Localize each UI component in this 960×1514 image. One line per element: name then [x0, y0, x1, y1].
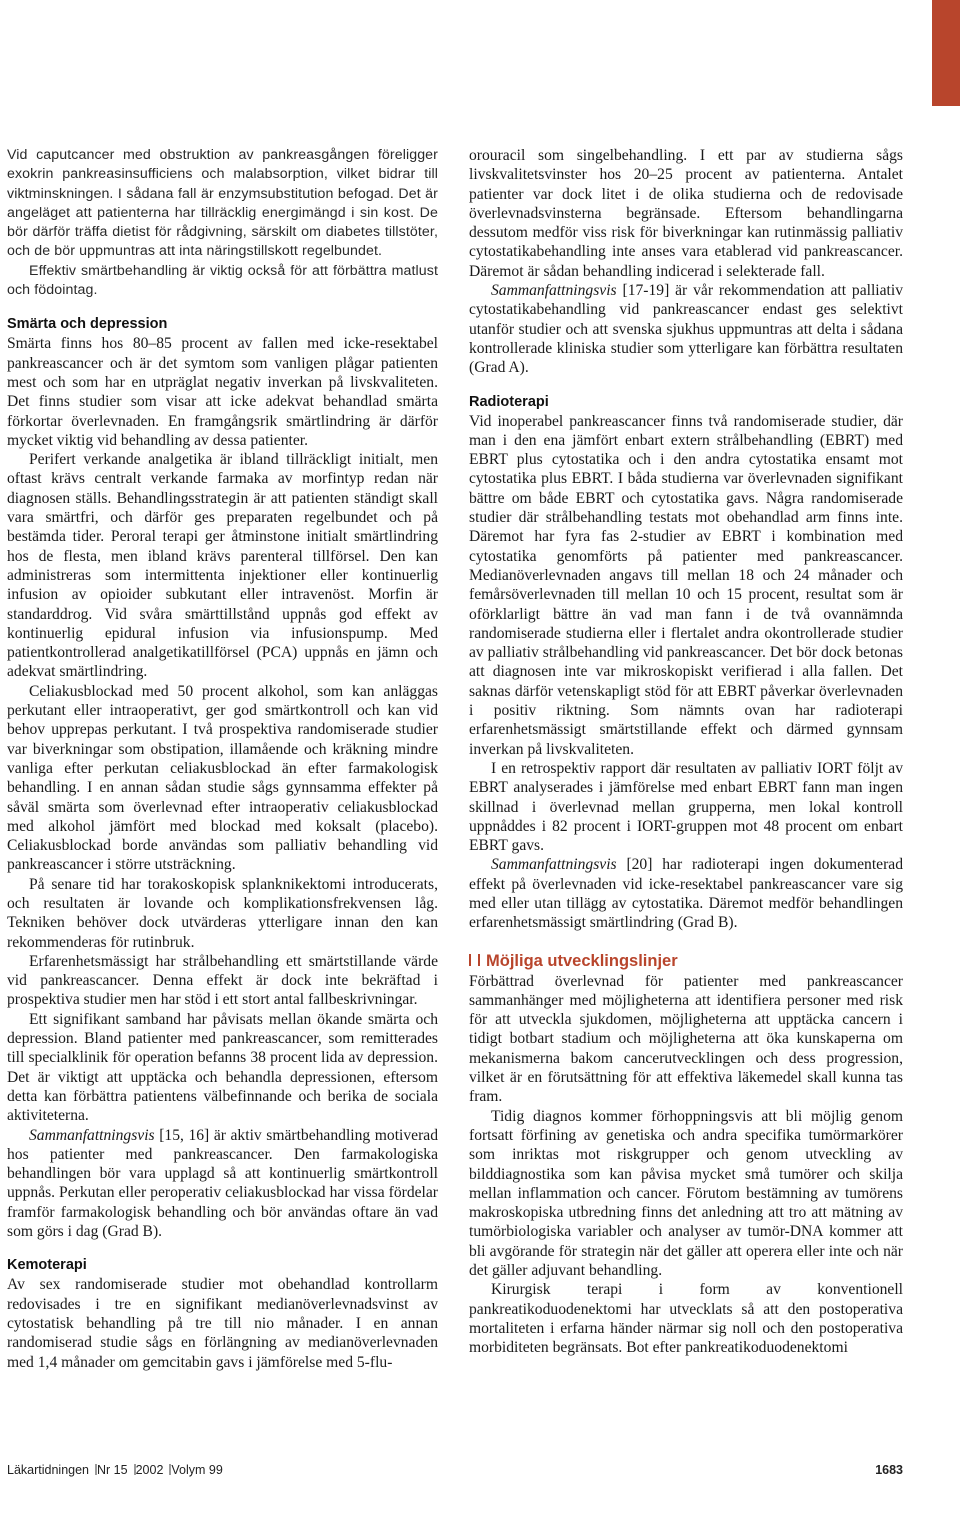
paragraph: Tidig diagnos kommer förhoppningsvis att bli möjlig genom fortsatt förfining av genetiska och andra specifika tumörmarkörer som inriktas mot riskgrupper och genom utveckling av bilddiagnostika som kan påvisa mycket små tumörer och skilja mellan inflammation och cancer. Förutom bestämning av tumörens makroskopiska utbredning finns det anledning att tro att mätning av tumörbiologiska variabler och analyser av tumör-DNA kommer att bli avgörande för strategin när det gäller att operera eller inte och när det gäller adjuvant behandling.	[469, 1107, 903, 1280]
section-heading-text: Möjliga utvecklingslinjer	[486, 951, 678, 970]
paragraph: Kirurgisk terapi i form av konventionell pankreatikoduodenektomi har utvecklats så att den postoperativa mortaliteten i erfarna händer närmar sig noll och den postoperativa morbiditeten begränsats. Bot efter pankreatikoduodenektomi	[469, 1281, 903, 1357]
right-column	[469, 146, 903, 1358]
section-heading-radioterapi: Radioterapi	[469, 393, 549, 410]
section-heading-mojliga	[469, 951, 903, 972]
paragraph: Celiakusblockad med 50 procent alkohol, som kan anläggas perkutant eller intraoperativt, ger god smärtkontroll och kan vid behov upprepas perkutant. I två prospektiva randomiserade studier var biverkningar som obstipation, illamående och kräkning mindre vanliga efter perkutan celiakusblockad än efter farmakologisk behandling. I en annan sådan studie sågs gynnsamma effekter på såväl smärta som överlevnad efter intraoperativ celiakusblockad med alkohol jämfört med blockad med koksalt (placebo). Celiakusblockad borde användas som palliativ behandling vid pankreascancer i större utsträckning.	[7, 682, 438, 874]
summary-lead: Sammanfattningsvis	[491, 282, 617, 300]
footer-meta	[7, 1463, 223, 1477]
section-heading-smarta: Smärta och depression	[7, 316, 168, 333]
page-footer	[7, 1463, 903, 1481]
summary-paragraph	[469, 855, 903, 932]
year: 2002	[135, 1463, 164, 1477]
paragraph: Vid inoperabel pankreascancer finns två randomiserade studier, där man i den ena jämfört enbart extern strålbehandling (EBRT) med EBRT plus cytostatika och i den andra cytostatika ensamt mot cytostatika plus EBRT. I båda studierna var överlevnaden signifikant bättre om både EBRT och cytostatika gavs. Några randomiserade studier där strålbehandling testats mot obehandlad arm finns inte. Däremot har fyra fas 2-studier av EBRT i kombination med cytostatika genomförts på patienter med pankreascancer. Medianöverlevnaden angavs till mellan 18 och 24 månader och femårsöverlevnaden till mellan 10 och 15 procent, resultat som är oförklarligt bättre än vad man fann i de två ovannämnda randomiserade studierna eller i flertalet andra okontrollerade studier av palliativ strålbehandling vid pankreascancer. Det bör dock betonas att diagnosen inte var mikroskopiskt verifierad i alla fallen. Det saknas därför vetenskapligt stöd för att EBRT påverkar överlevnaden i positiv riktning. Som nämnts ovan har radioterapi erfarenhetsmässigt smärtstillande effekt och därmed gynnsam inverkan på livskvaliteten.	[469, 412, 903, 758]
paragraph: På senare tid har torakoskopisk splanknikektomi introducerats, och resultaten är lovande och komplikationsfrekvensen låg. Tekniken behöver dock utvärderas ytterligare innan den kan rekommenderas för rutinbruk.	[7, 875, 438, 951]
paragraph: Erfarenhetsmässigt har strålbehandling ett smärtstillande värde vid pankreascancer. Denna effekt är dock inte bekräftad i prospektiva studier men har stöd i ett stort antal fallbeskrivningar.	[7, 952, 438, 1009]
volume: Volym 99	[171, 1463, 223, 1477]
page-number: 1683	[875, 1463, 903, 1477]
left-column	[7, 146, 438, 1372]
paragraph: Effektiv smärtbehandling är viktig också för att förbättra matlust och födointag.	[7, 262, 438, 299]
paragraph: I en retrospektiv rapport där resultaten av palliativ IORT följt av EBRT analyserades i jämförelse med enbart EBRT fann man ingen skillnad i överlevnad mellan grupperna, men lokal kontroll uppnåddes i 82 procent i IORT-gruppen mot 48 procent om enbart EBRT gavs.	[469, 759, 903, 855]
paragraph: Vid caputcancer med obstruktion av pankreasgången föreligger exokrin pankreasinsufficiens och malabsorption, vilket bidrar till viktminskningen. I sådana fall är enzymsubstitution befogad. Det är angeläget att patienterna har tillräcklig energimängd i sin kost. De bör därför träffa dietist för rådgivning, särskilt om diabetes tillstöter, och de bör uppmuntras att inta näringstillskott regelbundet.	[7, 147, 438, 260]
summary-lead: Sammanfattningsvis	[29, 1126, 155, 1144]
summary-paragraph	[469, 281, 903, 377]
summary-text: [20] har radioterapi ingen dokumenterad effekt på överlevnaden vid icke-resektabel pankreascancer vare sig med eller utan tillägg av cytostatika. Däremot medför behandlingen erfarenhetsmässigt smärtlindring (Grad B).	[469, 856, 903, 932]
summary-text: [15, 16] är aktiv smärtbehandling motiverad hos patienter med pankreascancer. Den farmakologiska behandlingen bör vara upplagd så att kontinuerlig smärtkontroll uppnås. Perkutan eller peroperativ celiakusblockad har vissa fördelar framför farmakologisk behandling och bör användas oftare än vad som görs i dag (Grad B).	[7, 1126, 438, 1241]
paragraph: Av sex randomiserade studier mot obehandlad kontrollarm redovisades i tre en signifikant medianöverlevnadsvinst av cytostatisk behandling på tre till nio månader. I en annan randomiserad studie sågs en förlängning av medianöverlevnaden med 1,4 månader om gemcitabin gavs i jämförelse med 5-flu-	[7, 1276, 438, 1371]
double-bar-icon	[469, 954, 480, 966]
summary-lead: Sammanfattningsvis	[491, 856, 617, 874]
section-heading-kemoterapi: Kemoterapi	[7, 1257, 87, 1274]
journal-name: Läkartidningen	[7, 1463, 90, 1477]
summary-paragraph	[7, 1126, 438, 1242]
paragraph: Förbättrad överlevnad för patienter med pankreascancer sammanhänger med möjligheterna att identifiera personer med risk för att utveckla sjukdomen, möjligheterna att upptäcka cancern i tidigt botbart stadium och möjligheterna att öka kunskaperna om mekanismerna bakom cancerutvecklingen och dess progression, vilket är en förutsättning för att effektiva läkemedel skall kunna tas fram.	[469, 972, 903, 1106]
page-edge-tab	[932, 0, 960, 106]
summary-text: [17-19] är vår rekommendation att palliativ cytostatikabehandling vid pankreascancer endast ges selektivt utanför studier och att svenska sjukhus uppmuntras att delta i sådana kontrollerade kliniska studier som ytterligare kan förbättra resultaten (Grad A).	[469, 282, 903, 377]
paragraph: Ett signifikant samband har påvisats mellan ökande smärta och depression. Bland patienter med pankreascancer, som remitterades till specialklinik för operation befanns 38 procent lida av depression. Det är viktigt att upptäcka och behandla depressionen, eftersom detta kan förbättra patientens välbefinnande och berika de sociala aktiviteterna.	[7, 1010, 438, 1125]
paragraph: Perifert verkande analgetika är ibland tillräckligt initialt, men oftast krävs centralt verkande farmaka av morfintyp redan när diagnosen ställs. Behandlingsstrategin är att patienten ständigt skall vara smärtfri, och därför ges preparaten regelbundet och på bestämda tider. Peroral terapi ger åtminstone initialt smärtlindring hos de flesta, men ibland krävs parenteral tillförsel. Den kan administreras som intermittenta injektioner eller kontinuerlig infusion av opioider subkutant eller intravenöst. Morfin är standarddrog. Vid svåra smärttillstånd uppnås god effekt av kontinuerlig epidural infusion via infusionspump. Med patientkontrollerad analgetikatillförsel (PCA) uppnås en jämn och adekvat smärtlindring.	[7, 451, 438, 681]
paragraph: Smärta finns hos 80–85 procent av fallen med icke-resektabel pankreascancer och är det symtom som vanligen plågar patienten mest och som har en utpräglat negativ inverkan på livskvaliteten. Det finns studier som visar att icke adekvat behandlad smärta förkortar överlevnaden. En framgångsrik smärtlindring är därför mycket viktig vid behandling av dessa patienter.	[7, 335, 438, 449]
issue-number: Nr 15	[97, 1463, 128, 1477]
paragraph: orouracil som singelbehandling. I ett par av studierna sågs livskvalitetsvinster hos 20–25 procent av patienterna. Antalet patienter var dock litet i de olika studierna och de redovisade överlevnadsvinsterna begränsade. Eftersom behandlingarna dessutom medför viss risk för biverkningar kan rutinmässig palliativ cytostatikabehandling inte anses vara etablerad vid pankreascancer. Däremot är sådan behandling indicerad i selekterade fall.	[469, 147, 903, 280]
